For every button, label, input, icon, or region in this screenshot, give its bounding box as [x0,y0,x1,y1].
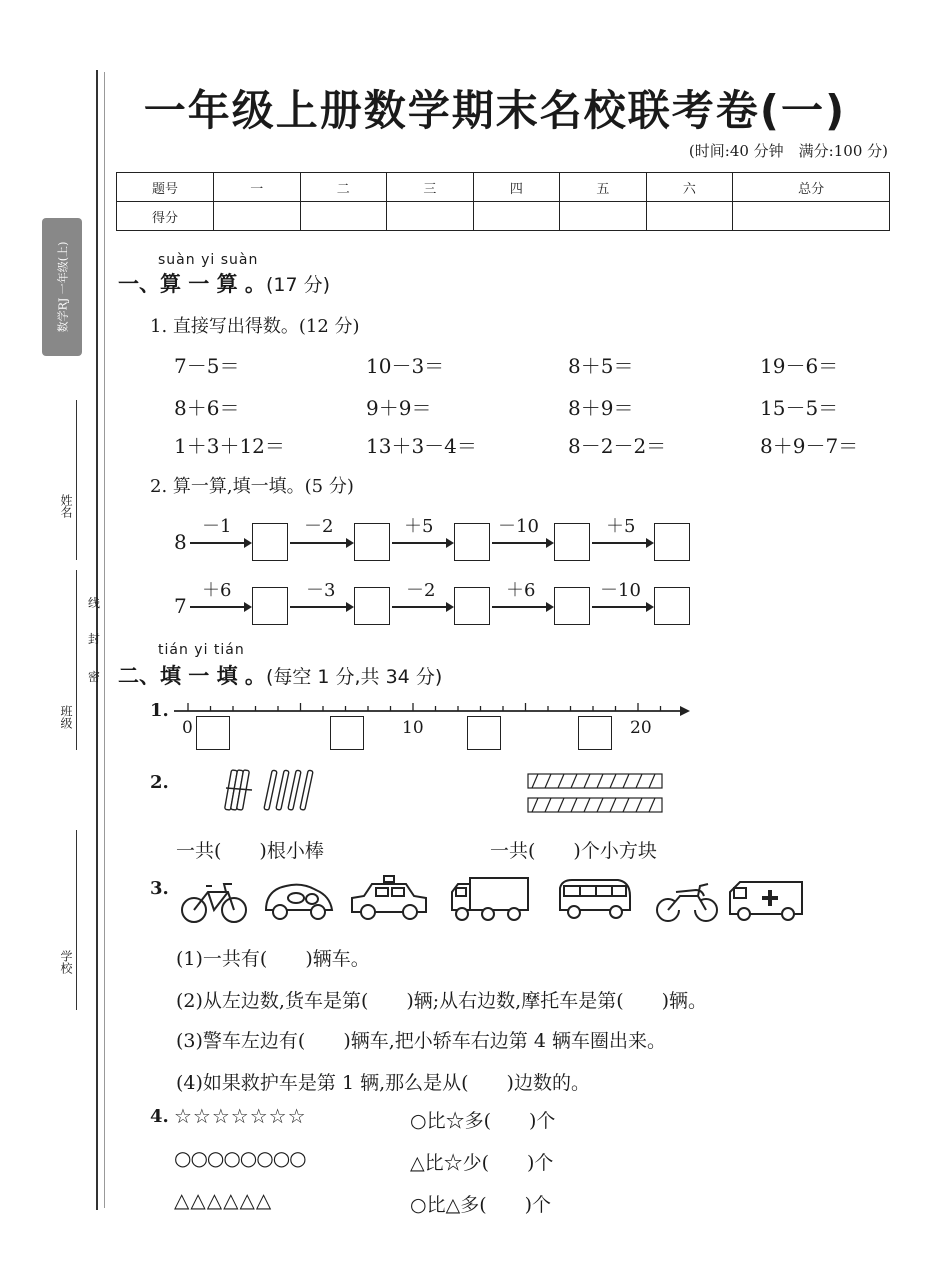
chain1-arrow [290,542,350,544]
number-line-box[interactable] [578,716,612,750]
chain1-op: －10 [498,516,539,537]
score-cell[interactable] [733,202,890,231]
number-line-label-0: 0 [182,718,193,738]
seal-char-2: 封 [88,632,101,646]
arrow-head [244,538,252,548]
subject-tab: 数学RJ 一年级(上) [42,218,82,356]
score-cell[interactable] [387,202,474,231]
class-label: 班级 [59,705,73,729]
chain2-answer-box[interactable] [554,587,590,625]
bus-icon [556,876,634,922]
bicycle-icon [180,876,250,924]
sticks-illustration [222,766,322,816]
school-label: 学校 [59,950,73,974]
name-label: 姓名 [59,494,73,518]
section2-pinyin: tián yi tián [158,642,245,658]
score-cell[interactable] [560,202,647,231]
score-table [116,172,890,231]
chain2-op: －2 [406,580,436,601]
chain1-answer-box[interactable] [654,523,690,561]
score-header-cell: 总分 [733,173,890,202]
chain1-op: ＋5 [404,516,434,537]
name-line [76,400,77,560]
q3-line-2: (2)从左边数,货车是第( )辆;从右边数,摩托车是第( )辆。 [176,990,708,1012]
arrow-head [446,602,454,612]
chain2-answer-box[interactable] [654,587,690,625]
number-line [170,700,700,730]
equation: 13＋3－4＝ [366,434,477,458]
section1-heading [118,268,330,298]
score-header-cell: 三 [387,173,474,202]
score-header-cell: 六 [646,173,733,202]
chain1-arrow [190,542,250,544]
number-line-box[interactable] [330,716,364,750]
chain1-start: 8 [174,530,187,554]
equation: 8＋9＝ [568,396,634,420]
truck-icon [448,874,532,924]
q4-question-a: ○比☆多( )个 [410,1110,556,1132]
motorcycle-icon [654,876,720,924]
class-line [76,570,77,750]
police-car-icon [348,874,430,924]
number-line-box[interactable] [196,716,230,750]
equation: 15－5＝ [760,396,839,420]
section2-points: (每空 1 分,共 34 分) [265,666,443,688]
arrow-head [646,538,654,548]
seal-char-3: 线 [88,596,101,610]
time-info: (时间:40 分钟 满分:100 分) [688,142,888,160]
chain2-op: ＋6 [506,580,536,601]
seal-char-1: 密 [88,670,101,684]
q1-title: 1. 直接写出得数。(12 分) [150,316,360,337]
s2-q3-num: 3. [150,878,169,899]
chain2-arrow [190,606,250,608]
score-cell[interactable] [473,202,560,231]
score-table-header-row [117,173,890,202]
chain2-op: －10 [600,580,641,601]
section1-points: (17 分) [265,274,330,296]
section2-heading [118,660,442,690]
equation: 19－6＝ [760,354,839,378]
score-row-label: 得分 [117,202,214,231]
chain2-arrow [592,606,652,608]
chain2-answer-box[interactable] [252,587,288,625]
s2-q2-num: 2. [150,772,169,793]
arrow-head [244,602,252,612]
score-header-cell: 题号 [117,173,214,202]
number-line-label-10: 10 [402,718,424,738]
chain2-arrow [492,606,552,608]
score-header-cell: 五 [560,173,647,202]
blocks-question: 一共( )个小方块 [490,840,657,862]
chain1-op: －1 [202,516,232,537]
chain2-arrow [290,606,350,608]
binding-line-inner [104,72,105,1208]
score-cell[interactable] [300,202,387,231]
chain2-op: －3 [306,580,336,601]
chain1-arrow [392,542,452,544]
equation: 8－2－2＝ [568,434,667,458]
q3-line-1: (1)一共有( )辆车。 [176,948,370,970]
arrow-head [546,602,554,612]
chain1-answer-box[interactable] [252,523,288,561]
score-cell[interactable] [646,202,733,231]
chain1-arrow [592,542,652,544]
arrow-head [446,538,454,548]
score-header-cell: 一 [214,173,301,202]
chain2-op: ＋6 [202,580,232,601]
chain1-op: ＋5 [606,516,636,537]
equation: 8＋9－7＝ [760,434,859,458]
equation: 8＋5＝ [568,354,634,378]
stars-row: ☆☆☆☆☆☆☆ [174,1104,307,1128]
chain1-answer-box[interactable] [554,523,590,561]
triangles-row: △△△△△△ [174,1188,273,1212]
q4-question-c: ○比△多( )个 [410,1194,552,1216]
circles-row: ○○○○○○○○ [174,1146,306,1170]
q3-line-3: (3)警车左边有( )辆车,把小轿车右边第 4 辆车圈出来。 [176,1030,666,1052]
equation: 10－3＝ [366,354,445,378]
s2-q4-num: 4. [150,1106,169,1127]
blocks-illustration [526,770,668,818]
chain2-answer-box[interactable] [454,587,490,625]
section1-title: 一、算 一 算 。 [118,272,266,296]
ambulance-icon [726,876,808,924]
arrow-head [346,602,354,612]
equation: 8＋6＝ [174,396,240,420]
s2-q1-num: 1. [150,700,169,721]
arrow-head [346,538,354,548]
equation: 7－5＝ [174,354,240,378]
q4-question-b: △比☆少( )个 [410,1152,554,1174]
score-header-cell: 二 [300,173,387,202]
chain2-start: 7 [174,594,187,618]
arrow-head [546,538,554,548]
q2-title: 2. 算一算,填一填。(5 分) [150,476,354,497]
page-title: 一年级上册数学期末名校联考卷(一) [143,86,847,135]
score-table-score-row [117,202,890,231]
school-line [76,830,77,1010]
chain2-arrow [392,606,452,608]
number-line-box[interactable] [467,716,501,750]
q3-line-4: (4)如果救护车是第 1 辆,那么是从( )边数的。 [176,1072,590,1094]
chain1-answer-box[interactable] [454,523,490,561]
equation: 1＋3＋12＝ [174,434,285,458]
car-icon [262,878,336,924]
chain1-arrow [492,542,552,544]
chain1-op: －2 [304,516,334,537]
section1-pinyin: suàn yi suàn [158,252,259,268]
chain2-answer-box[interactable] [354,587,390,625]
score-header-cell: 四 [473,173,560,202]
chain1-answer-box[interactable] [354,523,390,561]
sticks-question: 一共( )根小棒 [176,840,324,862]
equation: 9＋9＝ [366,396,432,420]
number-line-label-20: 20 [630,718,652,738]
arrow-head [646,602,654,612]
section2-title: 二、填 一 填 。 [118,664,266,688]
score-cell[interactable] [214,202,301,231]
